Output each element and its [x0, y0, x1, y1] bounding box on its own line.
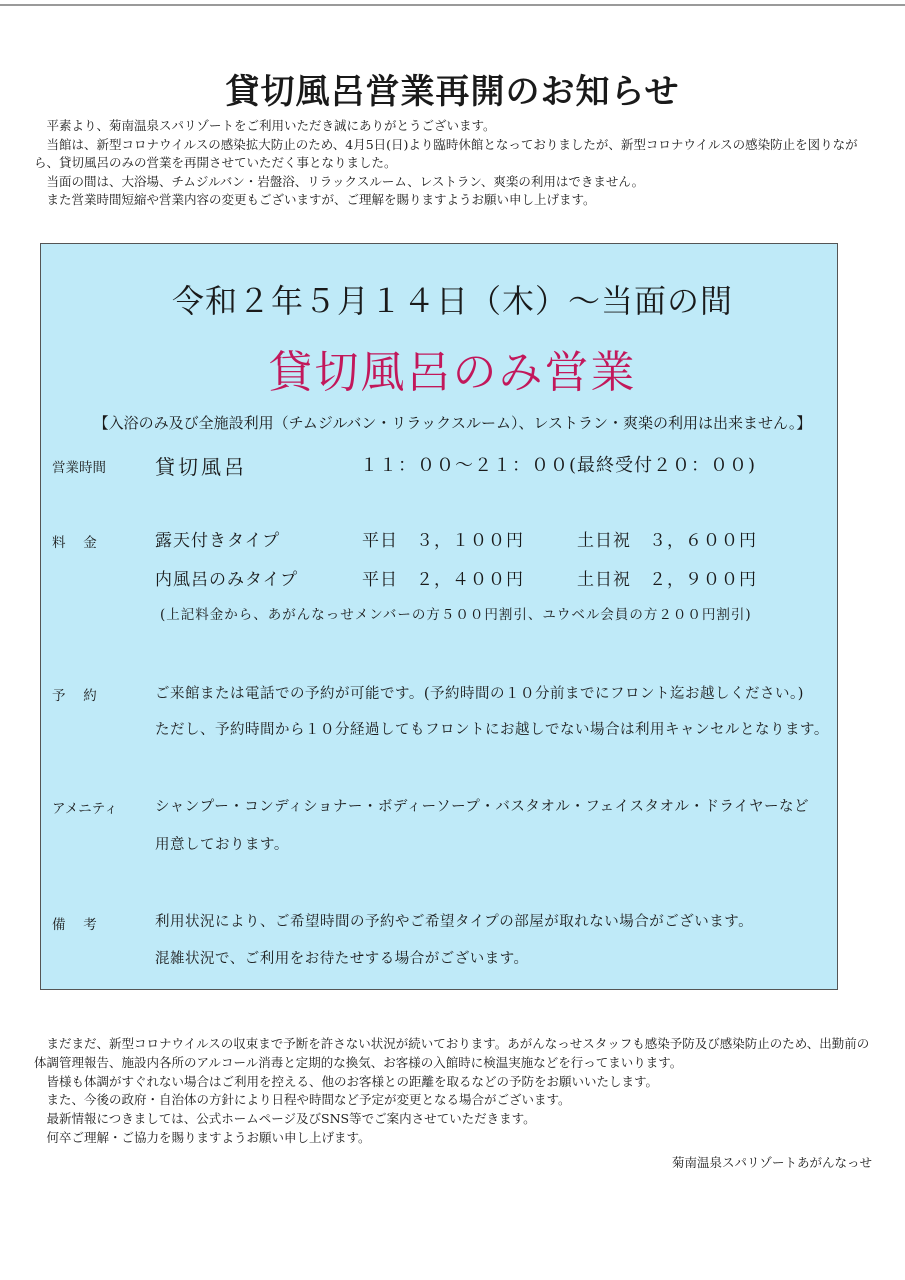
- fee-type: 内風呂のみタイプ: [155, 570, 299, 590]
- fee-holiday: 土日祝 ３，６００円: [577, 531, 757, 551]
- closing-line: 皆様も体調がすぐれない場合はご利用を控える、他のお客様との距離を取るなどの予防をお願いいたします。: [46, 1073, 659, 1089]
- hours-time: １１：００～２１：００(最終受付２０：００): [360, 455, 757, 476]
- amenity-line: シャンプー・コンディショナー・ボディーソープ・バスタオル・フェイスタオル・ドライヤーなど: [155, 799, 810, 815]
- reopen-period: 令和２年５月１４日（木）～当面の間: [171, 282, 733, 320]
- top-border: [0, 4, 905, 6]
- closing-line: 最新情報につきましては、公式ホームページ及びSNS等でご案内させていただきます。: [46, 1111, 536, 1127]
- intro-line: また営業時間短縮や営業内容の変更もございますが、ご理解を賜りますようお願い申し上げます。: [46, 192, 596, 207]
- page-title: 貸切風呂営業再開のお知らせ: [225, 72, 680, 112]
- reservation-label: 予 約: [52, 688, 97, 704]
- intro-line: 当館は、新型コロナウイルスの感染拡大防止のため、4月5日(日)より臨時休館となっておりましたが、新型コロナウイルスの感染防止を図りながら、貸切風呂のみの営業を再開させていただく事となりました。: [34, 136, 858, 170]
- remarks-line: 混雑状況で、ご利用をお待たせする場合がございます。: [155, 951, 529, 967]
- fee-type: 露天付きタイプ: [155, 531, 281, 551]
- reservation-line: ご来館または電話での予約が可能です。(予約時間の１０分前までにフロント迄お越しください。): [155, 686, 804, 702]
- hours-bath-name: 貸切風呂: [155, 455, 247, 479]
- closing-text: [34, 1035, 874, 1148]
- intro-line: 当面の間は、大浴場、チムジルバン・岩盤浴、リラックスルーム、レストラン、爽楽の利用はできません。: [46, 173, 645, 189]
- headline: 貸切風呂のみ営業: [268, 347, 637, 398]
- hours-label: 営業時間: [52, 460, 106, 476]
- reservation-line: ただし、予約時間から１０分経過してもフロントにお越しでない場合は利用キャンセルとなります。: [155, 722, 829, 738]
- intro-line: 平素より、菊南温泉スパリゾートをご利用いただき誠にありがとうございます。: [46, 118, 496, 133]
- fee-label: 料 金: [52, 535, 97, 551]
- amenity-label: アメニティ: [52, 801, 118, 817]
- closing-line: 何卒ご理解・ご協力を賜りますようお願い申し上げます。: [46, 1129, 371, 1145]
- fee-discount: (上記料金から、あがんなっせメンバーの方５００円割引、ユウベル会員の方２００円割引): [160, 607, 752, 623]
- signature: 菊南温泉スパリゾートあがんなっせ: [672, 1155, 873, 1170]
- restriction-note: 【入浴のみ及び全施設利用（チムジルバン・リラックスルーム）、レストラン・爽楽の利用は出来ません。】: [93, 414, 812, 432]
- closing-line: まだまだ、新型コロナウイルスの収束まで予断を許さない状況が続いております。あがんなっせスタッフも感染予防及び感染防止のため、出勤前の体調管理報告、施設内各所のアルコール消毒と定期的な換気、お客様の入館時に検温実施などを行ってまいります。: [34, 1036, 870, 1070]
- fee-holiday: 土日祝 ２，９００円: [577, 570, 757, 590]
- remarks-line: 利用状況により、ご希望時間の予約やご希望タイプの部屋が取れない場合がございます。: [155, 914, 754, 930]
- closing-line: また、今後の政府・自治体の方針により日程や時間など予定が変更となる場合がございます。: [46, 1092, 571, 1108]
- intro-text: [34, 117, 864, 210]
- remarks-label: 備 考: [52, 917, 97, 933]
- fee-weekday: 平日 ３，１００円: [362, 531, 524, 551]
- amenity-line: 用意しております。: [155, 837, 289, 853]
- fee-weekday: 平日 ２，４００円: [362, 570, 524, 590]
